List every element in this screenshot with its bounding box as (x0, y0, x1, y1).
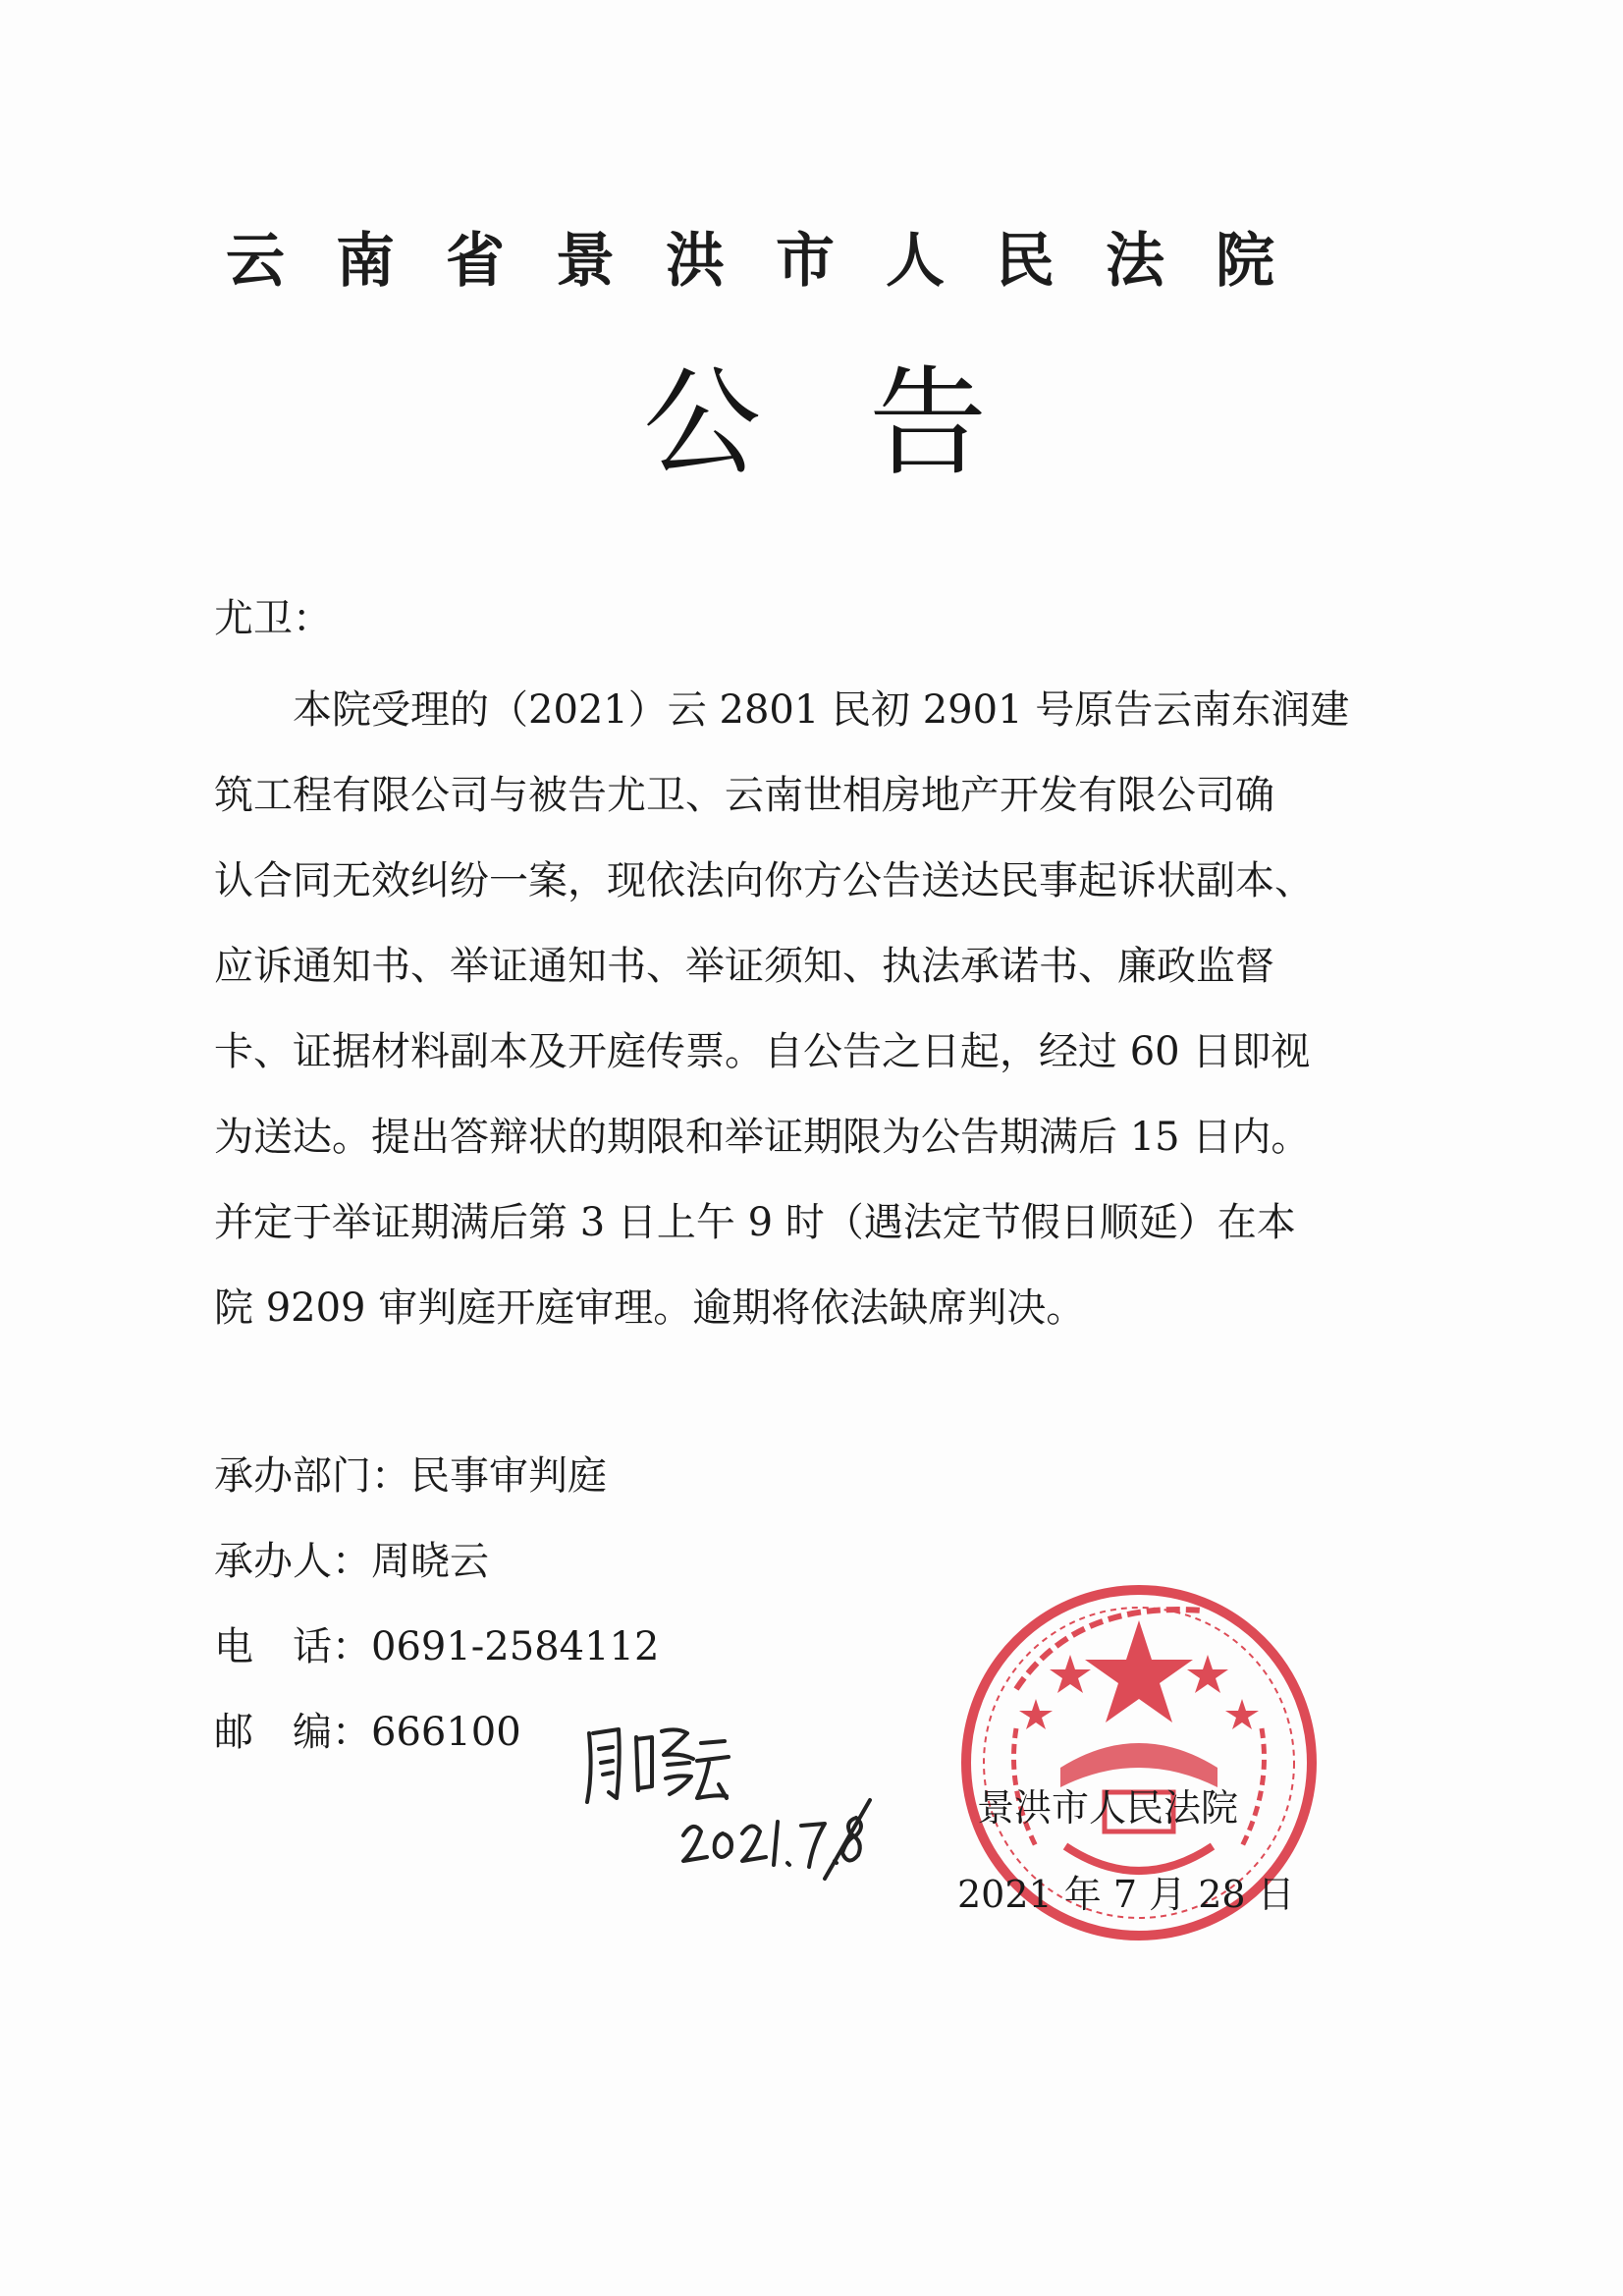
body-line: 院 9209 审判庭开庭审理。逾期将依法缺席判决。 (214, 1285, 1086, 1331)
body-line: 并定于举证期满后第 3 日上午 9 时（遇法定节假日顺延）在本 (214, 1200, 1296, 1245)
issue-date: 2021 年 7 月 28 日 (957, 1873, 1295, 1916)
addressee: 尤卫： (214, 596, 332, 641)
court-name-heading: 云南省景洪市人民法院 (226, 227, 1325, 296)
handwritten-date (677, 1792, 874, 1890)
body-line: 认合同无效纠纷一案，现依法向你方公告送达民事起诉状副本、 (214, 858, 1314, 903)
body-line: 筑工程有限公司与被告尤卫、云南世相房地产开发有限公司确 (214, 773, 1274, 818)
phone-line: 电 话：0691-2584112 (214, 1624, 660, 1669)
body-line: 卡、证据材料副本及开庭传票。自公告之日起，经过 60 日即视 (214, 1029, 1311, 1074)
postcode-line: 邮 编：666100 (214, 1710, 521, 1755)
department-line: 承办部门：民事审判庭 (214, 1453, 607, 1499)
body-line: 本院受理的（2021）云 2801 民初 2901 号原告云南东润建 (214, 687, 1350, 733)
body-line: 应诉通知书、举证通知书、举证须知、执法承诺书、廉政监督 (214, 944, 1274, 989)
body-line: 为送达。提出答辩状的期限和举证期限为公告期满后 15 日内。 (214, 1115, 1311, 1160)
issuer-name: 景洪市人民法院 (977, 1786, 1239, 1830)
handler-line: 承办人：周晓云 (214, 1539, 489, 1584)
notice-body (214, 668, 1412, 1351)
notice-title: 公告 (643, 355, 1095, 492)
